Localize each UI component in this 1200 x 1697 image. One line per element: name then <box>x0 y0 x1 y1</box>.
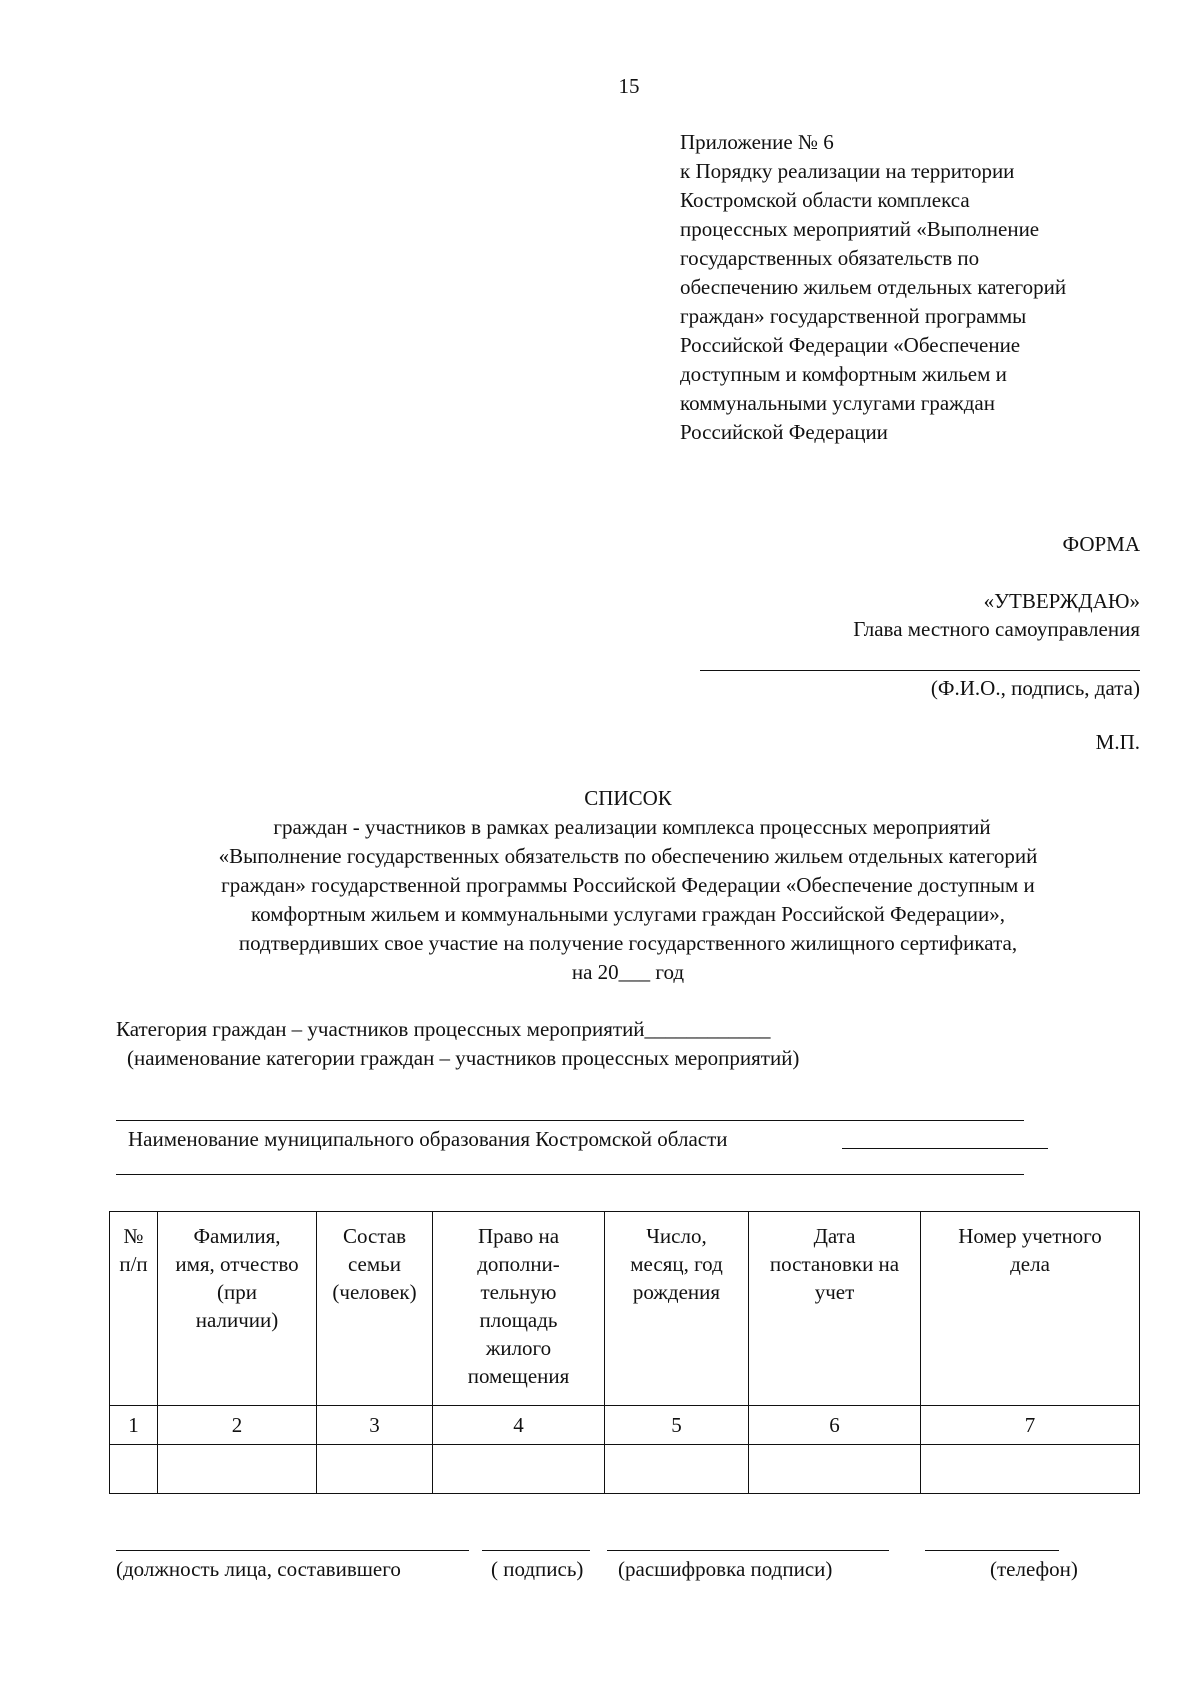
appendix-line: Российской Федерации <box>680 420 888 444</box>
table-header-row <box>110 1212 1140 1406</box>
page-number: 15 <box>618 74 640 98</box>
approver-signature-caption: (Ф.И.О., подпись, дата) <box>930 676 1140 700</box>
column-number-cell: 2 <box>158 1406 317 1445</box>
signature-decoding-line <box>607 1550 889 1551</box>
appendix-line: Приложение № 6 <box>680 130 834 154</box>
header-cell-family-size: Состав семьи (человек) <box>317 1212 433 1406</box>
title-line: граждан» государственной программы Российской Федерации «Обеспечение доступным и <box>221 873 1035 897</box>
position-signature-line <box>116 1550 469 1551</box>
column-number-cell: 7 <box>921 1406 1140 1445</box>
appendix-line: граждан» государственной программы <box>680 304 1027 328</box>
title-line: подтвердивших свое участие на получение государственного жилищного сертификата, <box>238 931 1018 955</box>
table-row <box>110 1445 1140 1494</box>
category-caption: (наименование категории граждан – участников процессных мероприятий) <box>127 1046 800 1070</box>
table-cell <box>317 1445 433 1494</box>
citizens-table <box>109 1211 1140 1494</box>
approve-label: «УТВЕРЖДАЮ» <box>983 589 1140 613</box>
appendix-block <box>680 128 1160 447</box>
header-cell-file-number: Номер учетного дела <box>921 1212 1140 1406</box>
stamp-label: М.П. <box>1095 730 1140 754</box>
header-cell-number: № п/п <box>110 1212 158 1406</box>
appendix-line: обеспечению жильем отдельных категорий <box>680 275 1067 299</box>
approver-position: Глава местного самоуправления <box>853 617 1140 641</box>
table-column-numbers-row <box>110 1406 1140 1445</box>
table-cell <box>158 1445 317 1494</box>
title-line: комфортным жильем и коммунальными услугами граждан Российской Федерации», <box>251 902 1005 926</box>
title-heading: СПИСОК <box>584 786 672 810</box>
appendix-line: к Порядку реализации на территории <box>680 159 1015 183</box>
signature-decoding-caption: (расшифровка подписи) <box>618 1557 833 1581</box>
header-cell-full-name: Фамилия, имя, отчество (при наличии) <box>158 1212 317 1406</box>
column-number-cell: 4 <box>433 1406 605 1445</box>
header-cell-registration-date: Дата постановки на учет <box>749 1212 921 1406</box>
position-caption: (должность лица, составившего <box>116 1557 401 1581</box>
title-line: на 20___ год <box>571 960 685 984</box>
column-number-cell: 3 <box>317 1406 433 1445</box>
table-cell <box>749 1445 921 1494</box>
column-number-cell: 5 <box>605 1406 749 1445</box>
phone-line <box>925 1550 1059 1551</box>
title-line: «Выполнение государственных обязательств по обеспечению жильем отдельных категорий <box>218 844 1038 868</box>
table-cell <box>921 1445 1140 1494</box>
form-label: ФОРМА <box>1062 532 1140 556</box>
appendix-line: Костромской области комплекса <box>680 188 970 212</box>
approver-signature-line <box>700 670 1140 671</box>
appendix-line: Российской Федерации «Обеспечение <box>680 333 1021 357</box>
phone-caption: (телефон) <box>990 1557 1078 1581</box>
table-cell <box>605 1445 749 1494</box>
column-number-cell: 1 <box>110 1406 158 1445</box>
signature-caption: ( подпись) <box>491 1557 584 1581</box>
table-cell <box>110 1445 158 1494</box>
municipality-label: Наименование муниципального образования Костромской области <box>128 1127 728 1151</box>
header-cell-birth-date: Число, месяц, год рождения <box>605 1212 749 1406</box>
appendix-line: процессных мероприятий «Выполнение <box>680 217 1040 241</box>
blank-line <box>116 1120 1024 1121</box>
category-label: Категория граждан – участников процессных мероприятий____________ <box>116 1017 771 1041</box>
municipality-blank-line <box>842 1148 1048 1149</box>
blank-line <box>116 1174 1024 1175</box>
header-cell-extra-area: Право на дополни- тельную площадь жилого помещения <box>433 1212 605 1406</box>
appendix-line: государственных обязательств по <box>680 246 980 270</box>
column-number-cell: 6 <box>749 1406 921 1445</box>
table-cell <box>433 1445 605 1494</box>
title-line: граждан - участников в рамках реализации комплекса процессных мероприятий <box>273 815 991 839</box>
appendix-line: коммунальными услугами граждан <box>680 391 995 415</box>
appendix-line: доступным и комфортным жильем и <box>680 362 1007 386</box>
signature-line <box>482 1550 590 1551</box>
document-title <box>120 784 1136 987</box>
